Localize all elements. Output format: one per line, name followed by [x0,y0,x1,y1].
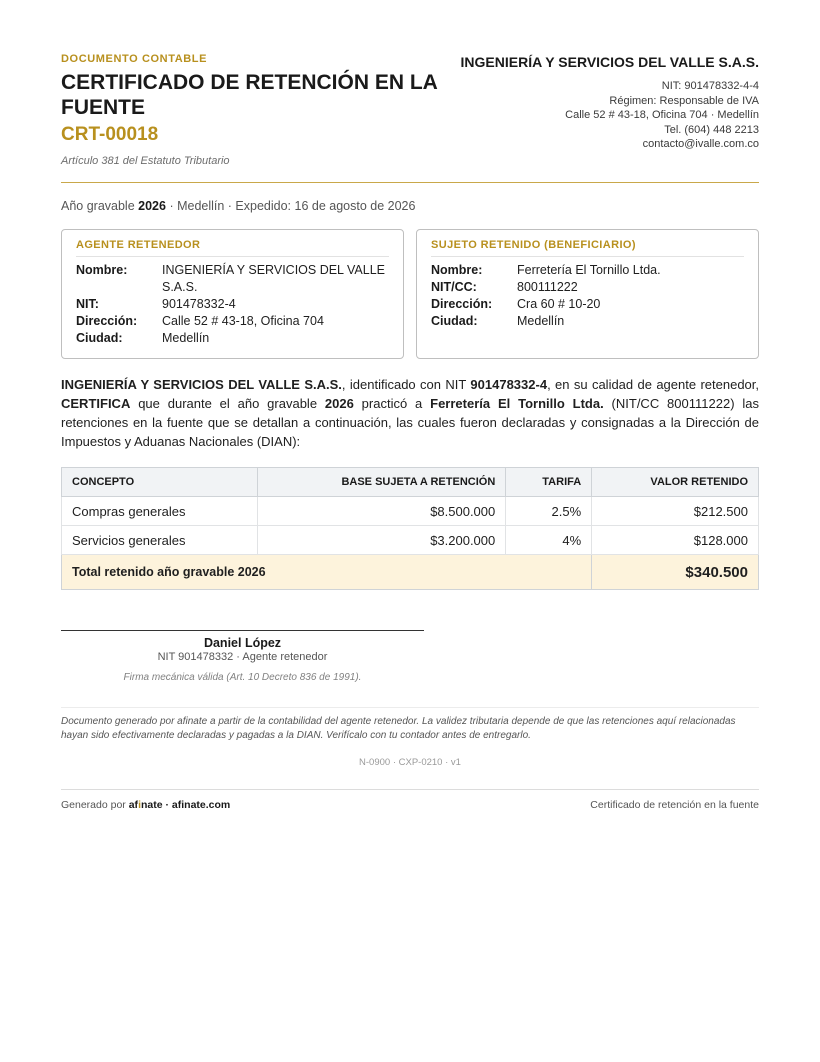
table-header-row [62,468,759,497]
footer-document-name: Certificado de retención en la fuente [590,799,759,811]
total-label: Total retenido año gravable 2026 [62,555,592,590]
cell-value: $128.000 [592,526,759,555]
statement-text: , identificado con NIT [341,377,471,392]
cell-base: $3.200.000 [257,526,506,555]
statement-text: que durante el año gravable [130,396,325,411]
field-label: Ciudad: [76,331,123,345]
cell-base: $8.500.000 [257,497,506,526]
divider [61,707,759,708]
document-codes: N-0900 · CXP-0210 · v1 [359,757,461,768]
signature-line [61,630,424,631]
statement-certifica: CERTIFICA [61,396,131,411]
company-regimen: Régimen: Responsable de IVA [609,94,759,107]
meta-year: 2026 [138,199,166,213]
table-total-row [62,555,759,590]
legal-article: Artículo 381 del Estatuto Tributario [61,155,230,167]
company-name: INGENIERÍA Y SERVICIOS DEL VALLE S.A.S. [460,54,759,70]
statement-year: 2026 [324,396,354,411]
company-info [459,52,759,152]
cell-value: $212.500 [592,497,759,526]
agent-card [61,229,404,359]
beneficiary-address-row [431,296,744,313]
field-label: NIT/CC: [431,280,477,294]
beneficiary-name-row [431,262,744,279]
column-header-concept: CONCEPTO [62,468,258,497]
statement-company: INGENIERÍA Y SERVICIOS DEL VALLE S.A.S. [61,377,342,392]
table-row [62,526,759,555]
agent-city-row [76,330,389,347]
cell-concept: Servicios generales [62,526,258,555]
document-number: CRT-00018 [61,124,159,145]
cell-concept: Compras generales [62,497,258,526]
column-header-rate: TARIFA [506,468,592,497]
company-phone: Tel. (604) 448 2213 [664,123,759,136]
statement-beneficiary: Ferretería El Tornillo Ltda. [430,396,604,411]
beneficiary-card-title: SUJETO RETENIDO (BENEFICIARIO) [431,239,744,257]
document-category: DOCUMENTO CONTABLE [61,53,208,65]
statement-text: practicó a [353,396,431,411]
column-header-base: BASE SUJETA A RETENCIÓN [257,468,506,497]
document-header [61,0,759,183]
signer-name: Daniel López [203,636,282,650]
field-label: Ciudad: [431,314,478,328]
column-header-value: VALOR RETENIDO [592,468,759,497]
statement-text: , en su calidad de agente retenedor, [547,377,759,392]
brand-logo[interactable] [129,799,163,811]
company-email[interactable]: contacto@ivalle.com.co [642,138,759,150]
company-address: Calle 52 # 43-18, Oficina 704 · Medellín [565,109,759,121]
beneficiary-city: Medellín [517,314,565,328]
beneficiary-name: Ferretería El Tornillo Ltda. [517,263,661,277]
agent-name: INGENIERÍA Y SERVICIOS DEL VALLE S.A.S. [162,263,386,294]
footer-generated-label: Generado por [61,799,129,811]
cell-rate: 2.5% [506,497,592,526]
agent-nit-row [76,296,389,313]
agent-nit: 901478332-4 [162,297,236,311]
footer-site-link[interactable]: · afinate.com [162,799,231,811]
certification-statement [61,375,759,451]
document-meta [61,199,415,213]
signature-note: Firma mecánica válida (Art. 10 Decreto 836 de 1991). [123,672,362,683]
field-label: Dirección: [76,314,138,328]
beneficiary-nit: 800111222 [517,280,578,294]
agent-address: Calle 52 # 43-18, Oficina 704 [162,314,324,328]
field-label: NIT: [76,297,99,311]
total-value: $340.500 [592,555,759,590]
brand-part: nate [140,799,163,811]
agent-name-row [76,262,389,296]
cell-rate: 4% [506,526,592,555]
retention-table [61,467,759,590]
brand-part: af [128,799,139,811]
company-nit: NIT: 901478332-4-4 [661,80,759,92]
beneficiary-card [416,229,759,359]
agent-city: Medellín [162,331,210,345]
field-label: Nombre: [431,263,483,277]
agent-address-row [76,313,389,330]
brand-part: i [138,799,141,811]
disclaimer: Documento generado por afinate a partir de la contabilidad del agente retenedor. La validez tributaria depende de que las retenciones aquí relacionadas hayan sido efectivamente declaradas y pagadas a la DIAN. Verifícalo con tu contador antes de entregarlo. [61,716,736,741]
signer-id: NIT 901478332 · Agente retenedor [157,651,328,663]
footer-divider [61,789,759,790]
statement-text: (NIT/CC 800111222) las retenciones en la fuente que se detallan a continuación, las cuales fueron declaradas y consignadas a la Dirección de Impuestos y Aduanas Nacionales (DIAN): [61,396,759,449]
footer-generated-by [61,799,230,811]
agent-card-title: AGENTE RETENEDOR [76,239,389,257]
beneficiary-city-row [431,313,744,330]
page-title: CERTIFICADO DE RETENCIÓN EN LA FUENTE [61,71,438,119]
certificate-page [61,0,759,811]
meta-place-date: · Medellín · Expedido: 16 de agosto de 2026 [165,199,416,213]
beneficiary-address: Cra 60 # 10-20 [517,297,601,311]
meta-year-label: Año gravable [61,199,135,213]
field-label: Nombre: [76,263,128,277]
statement-nit: 901478332-4 [470,377,548,392]
table-row [62,497,759,526]
beneficiary-nit-row [431,279,744,296]
field-label: Dirección: [431,297,493,311]
